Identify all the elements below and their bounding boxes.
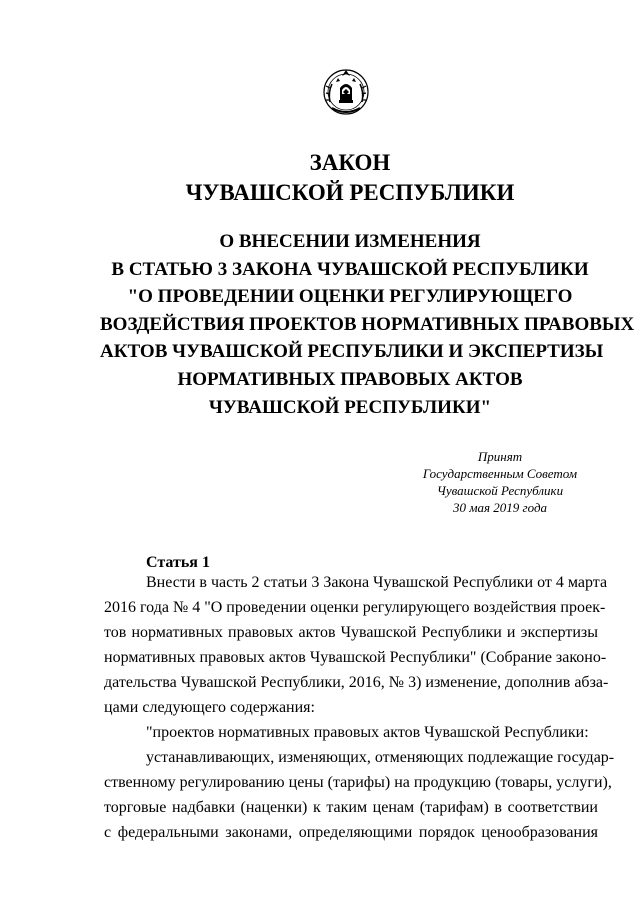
subject-line: "О ПРОВЕДЕНИИ ОЦЕНКИ РЕГУЛИРУЮЩЕГО: [127, 286, 573, 308]
subject-line: НОРМАТИВНЫХ ПРАВОВЫХ АКТОВ: [177, 368, 523, 390]
adoption-note: [400, 448, 600, 516]
subject-line: О ВНЕСЕНИИ ИЗМЕНЕНИЯ: [219, 231, 481, 252]
law-subject-heading: [100, 228, 635, 421]
paragraph-line: цами следующего содержания:: [104, 699, 315, 716]
paragraph-line: устанавливающих, изменяющих, отменяющих подлежащие государ-: [146, 749, 615, 766]
subject-line: АКТОВ ЧУВАШСКОЙ РЕСПУБЛИКИ И ЭКСПЕРТИЗЫ: [100, 341, 604, 363]
law-title-line-2: ЧУВАШСКОЙ РЕСПУБЛИКИ: [185, 180, 515, 205]
paragraph-line: ственному регулированию цены (тарифы) на продукцию (товары, услуги),: [104, 774, 612, 791]
law-title: [0, 148, 640, 208]
article-title: Статья 1: [146, 554, 210, 571]
paragraph-line: с федеральными законами, определяющими порядок ценообразования: [104, 824, 598, 841]
paragraph-3: [104, 745, 615, 845]
paragraph-line: дательства Чувашской Республики, 2016, № 3) изменение, дополнив абза-: [104, 674, 609, 691]
subject-line: ЧУВАШСКОЙ РЕСПУБЛИКИ": [208, 396, 492, 418]
paragraph-line: 2016 года № 4 "О проведении оценки регулирующего воздействия проек-: [104, 599, 606, 616]
paragraph-line: нормативных правовых актов Чувашской Республики" (Собрание законо-: [104, 649, 607, 666]
paragraph-line: торговые надбавки (наценки) к таким ценам (тарифам) в соответствии: [104, 799, 598, 816]
paragraph-line: тов нормативных правовых актов Чувашской Республики и экспертизы: [104, 624, 598, 641]
adoption-date: 30 мая 2019 года: [452, 500, 548, 515]
subject-line: ВОЗДЕЙСТВИЯ ПРОЕКТОВ НОРМАТИВНЫХ ПРАВОВЫХ: [100, 313, 635, 335]
subject-line: В СТАТЬЮ 3 ЗАКОНА ЧУВАШСКОЙ РЕСПУБЛИКИ: [111, 258, 589, 280]
paragraph-line: Внести в часть 2 статьи 3 Закона Чувашской Республики от 4 марта: [146, 574, 608, 591]
paragraph-1: [104, 570, 609, 720]
adoption-line: Принят: [477, 449, 523, 464]
paragraph-2: [104, 720, 598, 745]
paragraph-line: "проектов нормативных правовых актов Чувашской Республики:: [146, 724, 589, 741]
law-title-line-1: ЗАКОН: [309, 150, 391, 175]
adoption-line: Чувашской Республики: [436, 483, 564, 498]
adoption-line: Государственным Советом: [422, 466, 578, 481]
coat-of-arms-emblem-icon: [318, 62, 374, 118]
